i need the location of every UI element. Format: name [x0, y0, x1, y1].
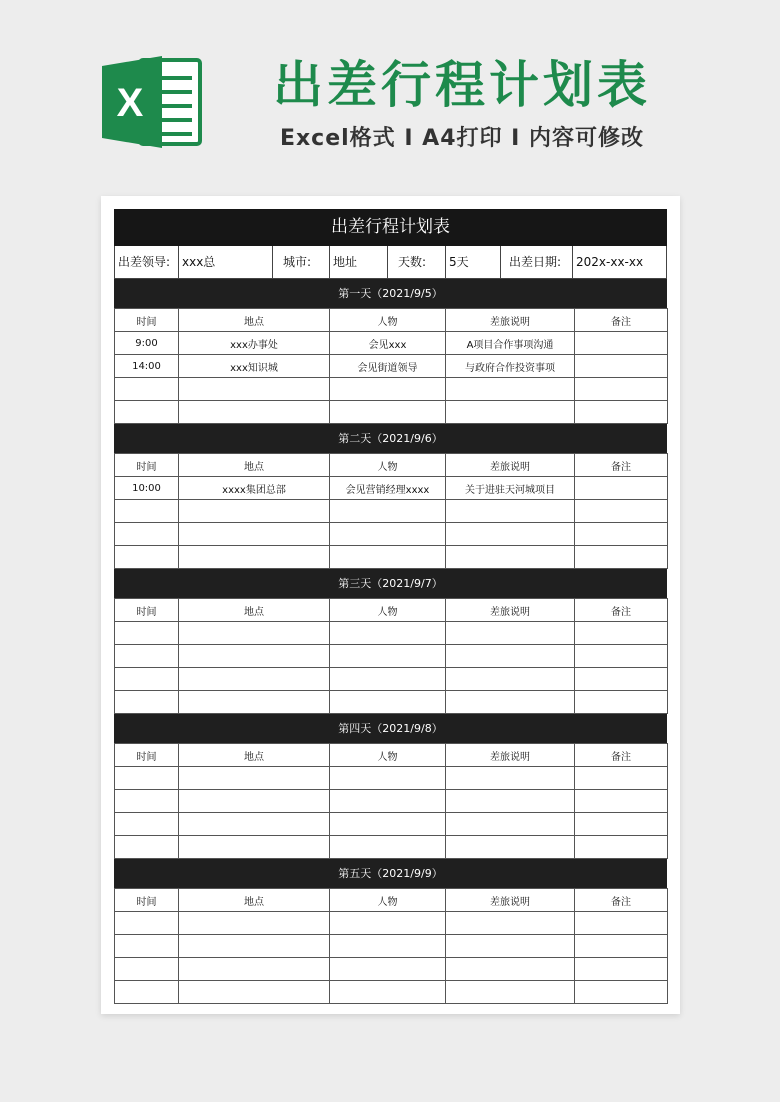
column-header: 人物 — [330, 599, 446, 622]
table-cell[interactable] — [330, 622, 446, 645]
table-header-row — [115, 744, 668, 767]
itinerary-sheet — [114, 209, 667, 1004]
table-cell[interactable] — [446, 645, 575, 668]
date-label: 出差日期: — [501, 246, 573, 278]
table-row — [115, 477, 668, 500]
table-cell[interactable] — [575, 912, 668, 935]
table-cell[interactable] — [575, 378, 668, 401]
days-label: 天数: — [388, 246, 446, 278]
column-header: 差旅说明 — [446, 454, 575, 477]
table-cell[interactable]: xxx办事处 — [179, 332, 330, 355]
info-row — [114, 246, 667, 279]
table-cell[interactable] — [179, 912, 330, 935]
table-row — [115, 836, 668, 859]
table-cell[interactable]: 与政府合作投资事项 — [446, 355, 575, 378]
table-cell[interactable] — [446, 813, 575, 836]
table-cell[interactable] — [446, 935, 575, 958]
column-header: 时间 — [115, 744, 179, 767]
table-row — [115, 790, 668, 813]
column-header: 差旅说明 — [446, 599, 575, 622]
column-header: 地点 — [179, 744, 330, 767]
day-title: 第二天（2021/9/6） — [114, 424, 667, 453]
table-cell[interactable] — [446, 546, 575, 569]
table-row — [115, 523, 668, 546]
table-cell[interactable] — [115, 622, 179, 645]
table-cell[interactable] — [330, 645, 446, 668]
column-header: 备注 — [575, 744, 668, 767]
table-cell[interactable]: 会见营销经理xxxx — [330, 477, 446, 500]
table-row — [115, 622, 668, 645]
table-cell[interactable] — [115, 981, 179, 1004]
table-header-row — [115, 454, 668, 477]
table-cell[interactable] — [575, 622, 668, 645]
table-row — [115, 668, 668, 691]
table-cell[interactable] — [330, 691, 446, 714]
table-cell[interactable] — [575, 500, 668, 523]
city-label: 城市: — [273, 246, 330, 278]
table-cell[interactable]: xxxx集团总部 — [179, 477, 330, 500]
table-cell[interactable] — [179, 523, 330, 546]
table-cell[interactable] — [575, 958, 668, 981]
table-cell[interactable] — [446, 523, 575, 546]
table-cell[interactable] — [115, 691, 179, 714]
table-cell[interactable] — [446, 836, 575, 859]
table-cell[interactable] — [575, 935, 668, 958]
table-row — [115, 912, 668, 935]
table-row — [115, 645, 668, 668]
table-cell[interactable] — [179, 645, 330, 668]
table-cell[interactable] — [115, 813, 179, 836]
column-header: 人物 — [330, 309, 446, 332]
table-cell[interactable] — [446, 912, 575, 935]
table-cell[interactable] — [330, 401, 446, 424]
page-subtitle: Excel格式 I A4打印 I 内容可修改 — [279, 126, 645, 151]
column-header: 时间 — [115, 454, 179, 477]
table-row — [115, 981, 668, 1004]
day-section — [114, 569, 667, 714]
table-cell[interactable] — [179, 691, 330, 714]
day-section — [114, 859, 667, 1004]
day-title: 第四天（2021/9/8） — [114, 714, 667, 743]
table-cell[interactable] — [115, 500, 179, 523]
table-cell[interactable] — [330, 958, 446, 981]
table-cell[interactable] — [446, 981, 575, 1004]
table-cell[interactable] — [115, 912, 179, 935]
paper-sheet — [101, 196, 680, 1014]
table-cell[interactable]: 10:00 — [115, 477, 179, 500]
table-row — [115, 935, 668, 958]
table-cell[interactable] — [446, 668, 575, 691]
table-cell[interactable] — [330, 790, 446, 813]
table-cell[interactable] — [575, 523, 668, 546]
column-header: 地点 — [179, 309, 330, 332]
table-cell[interactable] — [115, 790, 179, 813]
header-banner — [0, 0, 780, 180]
sheet-title: 出差行程计划表 — [114, 209, 667, 246]
table-cell[interactable] — [330, 935, 446, 958]
table-cell[interactable] — [330, 378, 446, 401]
table-cell[interactable] — [330, 836, 446, 859]
table-cell[interactable] — [179, 378, 330, 401]
table-row — [115, 355, 668, 378]
column-header: 地点 — [179, 454, 330, 477]
day-section — [114, 279, 667, 424]
table-cell[interactable] — [446, 378, 575, 401]
table-row — [115, 500, 668, 523]
table-cell[interactable] — [575, 546, 668, 569]
table-cell[interactable] — [179, 767, 330, 790]
table-cell[interactable] — [179, 500, 330, 523]
table-cell[interactable] — [179, 401, 330, 424]
table-cell[interactable] — [330, 767, 446, 790]
table-cell[interactable] — [575, 645, 668, 668]
table-cell[interactable]: 会见街道领导 — [330, 355, 446, 378]
column-header: 时间 — [115, 889, 179, 912]
column-header: 备注 — [575, 599, 668, 622]
table-row — [115, 546, 668, 569]
table-cell[interactable]: 会见xxx — [330, 332, 446, 355]
table-cell[interactable] — [115, 958, 179, 981]
table-cell[interactable] — [179, 813, 330, 836]
day-title: 第五天（2021/9/9） — [114, 859, 667, 888]
table-cell[interactable] — [330, 813, 446, 836]
table-cell[interactable] — [575, 981, 668, 1004]
table-cell[interactable] — [115, 645, 179, 668]
column-header: 人物 — [330, 454, 446, 477]
column-header: 人物 — [330, 744, 446, 767]
table-cell[interactable] — [575, 355, 668, 378]
column-header: 差旅说明 — [446, 744, 575, 767]
column-header: 差旅说明 — [446, 889, 575, 912]
column-header: 地点 — [179, 599, 330, 622]
table-cell[interactable]: xxx知识城 — [179, 355, 330, 378]
column-header: 地点 — [179, 889, 330, 912]
column-header: 人物 — [330, 889, 446, 912]
table-cell[interactable] — [179, 790, 330, 813]
table-header-row — [115, 309, 668, 332]
table-cell[interactable] — [330, 668, 446, 691]
table-header-row — [115, 599, 668, 622]
day-title: 第一天（2021/9/5） — [114, 279, 667, 308]
days-container — [114, 279, 667, 1004]
table-cell[interactable] — [115, 546, 179, 569]
table-cell[interactable] — [575, 401, 668, 424]
table-row — [115, 767, 668, 790]
column-header: 时间 — [115, 599, 179, 622]
table-cell[interactable] — [115, 401, 179, 424]
table-cell[interactable] — [330, 981, 446, 1004]
column-header: 差旅说明 — [446, 309, 575, 332]
days-value[interactable]: 5天 — [446, 246, 501, 278]
table-cell[interactable] — [446, 500, 575, 523]
table-cell[interactable] — [330, 546, 446, 569]
day-table — [114, 888, 668, 1004]
table-cell[interactable] — [330, 500, 446, 523]
svg-text:X: X — [116, 81, 144, 125]
table-cell[interactable] — [179, 935, 330, 958]
leader-value[interactable]: xxx总 — [179, 246, 273, 278]
day-table — [114, 308, 668, 424]
table-header-row — [115, 889, 668, 912]
table-cell[interactable]: 关于进驻天河城项目 — [446, 477, 575, 500]
table-cell[interactable] — [575, 668, 668, 691]
table-row — [115, 691, 668, 714]
table-cell[interactable] — [446, 691, 575, 714]
table-cell[interactable]: A项目合作事项沟通 — [446, 332, 575, 355]
table-cell[interactable] — [575, 813, 668, 836]
column-header: 备注 — [575, 309, 668, 332]
column-header: 备注 — [575, 889, 668, 912]
table-cell[interactable] — [115, 935, 179, 958]
table-cell[interactable] — [575, 691, 668, 714]
table-cell[interactable] — [115, 378, 179, 401]
table-row — [115, 958, 668, 981]
leader-label: 出差领导: — [115, 246, 179, 278]
table-cell[interactable]: 9:00 — [115, 332, 179, 355]
table-cell[interactable] — [115, 523, 179, 546]
table-row — [115, 813, 668, 836]
table-cell[interactable] — [446, 767, 575, 790]
excel-logo-icon — [100, 52, 204, 152]
table-cell[interactable] — [179, 546, 330, 569]
table-cell[interactable] — [115, 767, 179, 790]
table-cell[interactable] — [179, 622, 330, 645]
table-row — [115, 332, 668, 355]
table-cell[interactable] — [179, 981, 330, 1004]
day-table — [114, 598, 668, 714]
page-title: 出差行程计划表 — [273, 56, 651, 114]
date-value[interactable]: 202x-xx-xx — [573, 246, 667, 278]
day-section — [114, 424, 667, 569]
day-title: 第三天（2021/9/7） — [114, 569, 667, 598]
table-cell[interactable] — [115, 836, 179, 859]
table-cell[interactable] — [446, 790, 575, 813]
table-cell[interactable] — [179, 668, 330, 691]
city-value[interactable]: 地址 — [330, 246, 388, 278]
table-cell[interactable] — [179, 836, 330, 859]
table-cell[interactable] — [330, 523, 446, 546]
column-header: 时间 — [115, 309, 179, 332]
table-row — [115, 401, 668, 424]
table-cell[interactable] — [575, 477, 668, 500]
table-cell[interactable] — [179, 958, 330, 981]
table-cell[interactable] — [575, 767, 668, 790]
table-cell[interactable]: 14:00 — [115, 355, 179, 378]
table-cell[interactable] — [575, 332, 668, 355]
day-section — [114, 714, 667, 859]
table-cell[interactable] — [330, 912, 446, 935]
day-table — [114, 743, 668, 859]
table-cell[interactable] — [446, 401, 575, 424]
table-cell[interactable] — [575, 836, 668, 859]
table-cell[interactable] — [115, 668, 179, 691]
column-header: 备注 — [575, 454, 668, 477]
table-cell[interactable] — [446, 622, 575, 645]
table-cell[interactable] — [446, 958, 575, 981]
table-row — [115, 378, 668, 401]
day-table — [114, 453, 668, 569]
table-cell[interactable] — [575, 790, 668, 813]
